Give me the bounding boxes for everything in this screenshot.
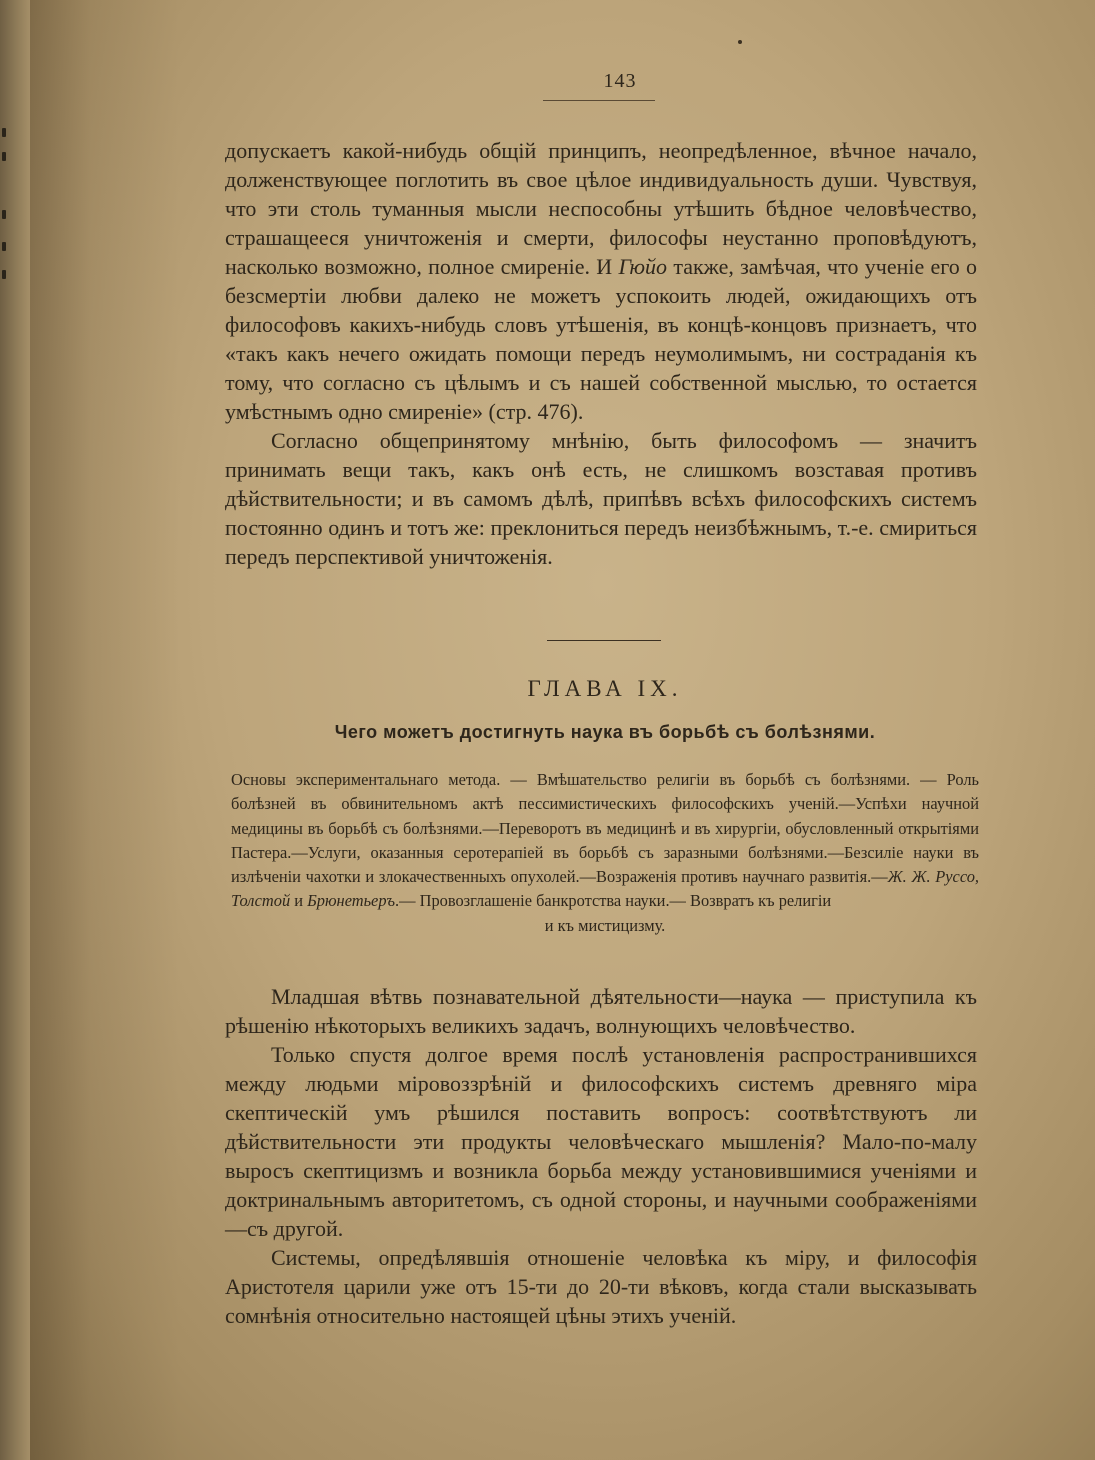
paragraph bbox=[225, 1040, 977, 1243]
text-run: допускаетъ какой-нибудь общій принципъ, неопредѣленное, вѣчное начало, долженствующее поглотить въ свое цѣлое индивидуальность души. Чувствуя, что эти столь туманныя мысли неспособны утѣшить бѣдное человѣчество, страшащееся уничтоженія и смерти, философы неустанно проповѣдуютъ, насколько возможно, полное смиреніе. И bbox=[225, 138, 977, 279]
text-run: Системы, опредѣлявшія отношеніе человѣка къ міру, и философія Аристотеля царили уже отъ 15-ти до 20-ти вѣковъ, когда стали высказывать сомнѣнія относительно настоящей цѣны этихъ ученій. bbox=[225, 1245, 977, 1328]
italic-text: Ж. Ж. Руссо, Толстой bbox=[231, 867, 979, 911]
chapter-summary-body bbox=[231, 770, 979, 910]
paragraph bbox=[225, 982, 977, 1040]
text-run: также, замѣчая, что ученіе его о безсмертіи любви далеко не можетъ успокоить людей, ожидающихъ отъ философовъ какихъ-нибудь словъ утѣшенія, въ концѣ-концовъ признаетъ, что «такъ какъ нечего ожидать помощи передъ неумолимымъ, ни состраданія къ тому, что согласно съ цѣлымъ и съ нашей собственной мыслью, то остается умѣстнымъ одно смиреніе» (стр. 476). bbox=[225, 254, 977, 424]
paragraph bbox=[225, 426, 977, 571]
dust-speck bbox=[738, 40, 742, 44]
book-gutter-shadow bbox=[30, 0, 180, 1460]
text-run: Согласно общепринятому мнѣнію, быть философомъ — значитъ принимать вещи такъ, какъ онѣ есть, не слишкомъ возставая противъ дѣйствительности; и въ самомъ дѣлѣ, припѣвъ всѣхъ философскихъ системъ постоянно одинъ и тотъ же: преклониться передъ неизбѣжнымъ, т.-е. смириться передъ перспективой уничтоженія. bbox=[225, 428, 977, 569]
text-run: Только спустя долгое время послѣ установленія распространившихся между людьми міровоззрѣній и философскихъ системъ древняго міра скептическій умъ рѣшился поставить вопросъ: соотвѣтствуютъ ли дѣйствительности эти продукты человѣческаго мышленія? Мало-по-малу выросъ скептицизмъ и возникла борьба между установившимися ученіями и доктринальнымъ авторитетомъ, съ одной стороны, и научными соображеніями—съ другой. bbox=[225, 1042, 977, 1241]
text-run: и bbox=[290, 891, 308, 911]
italic-text: Гюйо bbox=[618, 254, 668, 279]
text-run: Младшая вѣтвь познавательной дѣятельности—наука — приступила къ рѣшенію нѣкоторыхъ великихъ задачъ, волнующихъ человѣчество. bbox=[225, 984, 977, 1038]
bottom-paragraphs bbox=[225, 982, 977, 1330]
section-divider bbox=[547, 640, 661, 641]
chapter-summary-last-line: и къ мистицизму. bbox=[544, 915, 666, 935]
chapter-title: Чего можетъ достигнуть наука въ борьбѣ съ болѣзнями. bbox=[334, 722, 876, 742]
chapter-heading: ГЛАВА IX. bbox=[527, 676, 683, 701]
paragraph bbox=[225, 1243, 977, 1330]
italic-text: Брюнетьеръ bbox=[307, 891, 396, 911]
text-run: Основы экспериментальнаго метода. — Вмѣшательство религіи въ борьбѣ съ болѣзнями. — Роль болѣзней въ обвинительномъ актѣ пессимистическихъ философскихъ ученій.—Успѣхи научной медицины въ борьбѣ съ болѣзнями.—Переворотъ въ медицинѣ и въ хирургіи, обусловленный открытіями Пастера.—Услуги, оказанныя серотерапіей въ борьбѣ съ заразными болѣзнями.—Безсиліе науки въ излѣченіи чахотки и злокачественныхъ опухолей.—Возраженія противъ научнаго развитія.— bbox=[231, 770, 979, 887]
text-run: .— Провозглашеніе банкротства науки.— Возвратъ къ религіи bbox=[395, 891, 832, 911]
chapter-summary bbox=[231, 768, 979, 938]
page-number-rule bbox=[543, 100, 655, 101]
paragraph bbox=[225, 136, 977, 426]
adjacent-page-text-fragments bbox=[2, 120, 12, 320]
page-number: 143 bbox=[603, 70, 637, 92]
top-paragraphs bbox=[225, 136, 977, 571]
